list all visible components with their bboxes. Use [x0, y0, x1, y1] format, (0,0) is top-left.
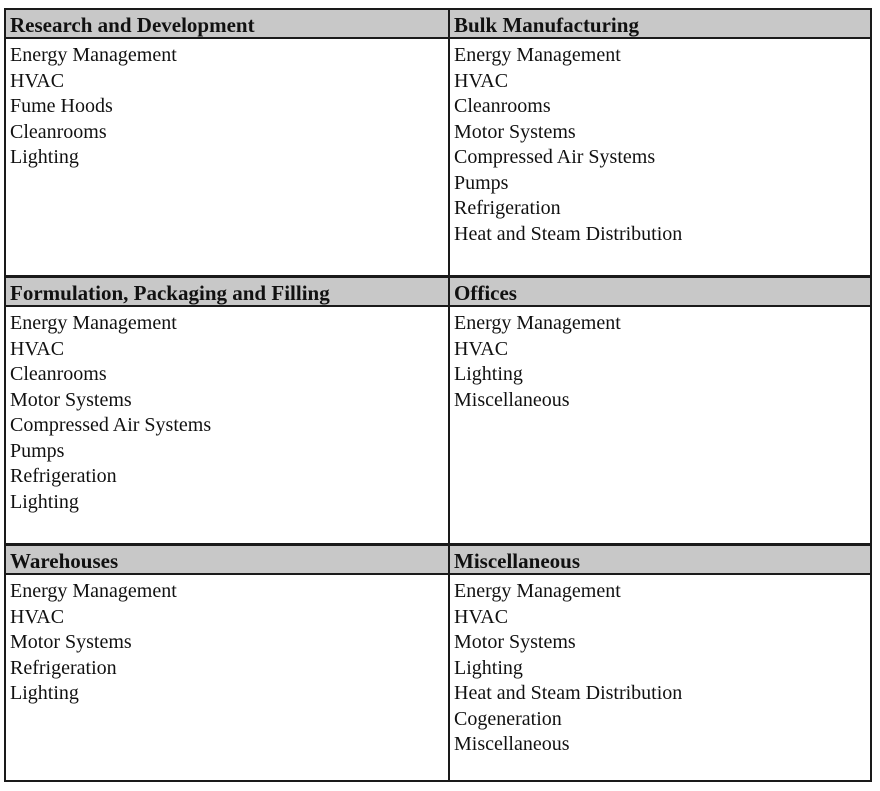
section-item: Cleanrooms	[10, 120, 107, 143]
section-item: Heat and Steam Distribution	[454, 222, 683, 245]
section-cell	[450, 546, 870, 780]
section-item: HVAC	[10, 337, 65, 360]
section-item: Energy Management	[10, 580, 177, 602]
section-item: Energy Management	[454, 312, 621, 334]
section-header: Miscellaneous	[450, 546, 870, 575]
section-item: Pumps	[10, 439, 65, 462]
section-cell	[450, 10, 870, 278]
section-item: HVAC	[454, 605, 509, 628]
section-item: Lighting	[454, 363, 523, 385]
section-item-list	[450, 307, 870, 413]
section-item: HVAC	[454, 69, 509, 92]
section-item: Refrigeration	[10, 656, 117, 679]
section-item: Refrigeration	[454, 197, 561, 219]
section-item: Cleanrooms	[454, 95, 551, 117]
section-item: Motor Systems	[454, 120, 576, 143]
section-item: Cleanrooms	[10, 363, 107, 385]
section-item: Pumps	[454, 171, 509, 194]
section-item: Compressed Air Systems	[454, 146, 656, 168]
section-item-list	[6, 307, 448, 515]
section-item-list	[450, 575, 870, 758]
section-item: Motor Systems	[10, 631, 132, 653]
section-item-list	[6, 575, 448, 707]
section-header: Offices	[450, 278, 870, 307]
section-header: Bulk Manufacturing	[450, 10, 870, 39]
section-item-list	[450, 39, 870, 247]
section-item: Motor Systems	[454, 631, 576, 653]
section-item-list	[6, 39, 448, 171]
section-item: Energy Management	[10, 312, 177, 334]
section-item: Fume Hoods	[10, 95, 113, 117]
section-cell	[6, 278, 450, 546]
section-item: Cogeneration	[454, 707, 562, 730]
section-header: Research and Development	[6, 10, 448, 39]
section-cell	[450, 278, 870, 546]
section-item: Lighting	[10, 146, 79, 168]
facility-area-table	[4, 8, 872, 782]
section-item: Miscellaneous	[454, 388, 570, 411]
section-item: Lighting	[10, 490, 79, 513]
section-item: Compressed Air Systems	[10, 414, 212, 436]
section-item: Lighting	[10, 682, 79, 704]
section-item: HVAC	[454, 337, 509, 360]
section-item: HVAC	[10, 605, 65, 628]
section-header: Warehouses	[6, 546, 448, 575]
section-item: Energy Management	[454, 44, 621, 66]
section-cell	[6, 546, 450, 780]
section-item: Energy Management	[454, 580, 621, 602]
section-item: Miscellaneous	[454, 733, 570, 755]
section-item: HVAC	[10, 69, 65, 92]
section-item: Lighting	[454, 656, 523, 679]
section-item: Motor Systems	[10, 388, 132, 411]
section-header: Formulation, Packaging and Filling	[6, 278, 448, 307]
section-item: Refrigeration	[10, 465, 117, 487]
section-cell	[6, 10, 450, 278]
section-item: Energy Management	[10, 44, 177, 66]
section-item: Heat and Steam Distribution	[454, 682, 683, 704]
